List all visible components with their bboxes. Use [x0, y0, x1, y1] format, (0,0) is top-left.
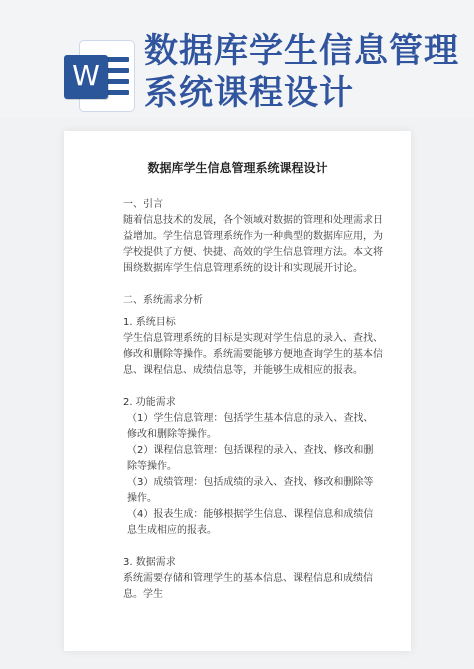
list-item: （3）成绩管理：包括成绩的录入、查找、修改和删除等操作。: [127, 477, 374, 504]
spacer: [123, 277, 383, 287]
section-heading: 一、引言: [123, 199, 163, 210]
subsection-heading: 2. 功能需求: [123, 397, 176, 408]
subsection-heading: 1. 系统目标: [123, 317, 176, 328]
word-document-icon: [64, 41, 134, 111]
list-item: （4）报表生成：能够根据学生信息、课程信息和成绩信息生成相应的报表。: [127, 509, 374, 536]
list-item: （1）学生信息管理：包括学生基本信息的录入、查找、修改和删除等操作。: [127, 413, 374, 440]
subsection-heading: 3. 数据需求: [123, 557, 176, 568]
spacer: [123, 379, 383, 389]
document-content: [123, 191, 383, 603]
word-badge-letter: W: [72, 59, 100, 92]
list-item: （2）课程信息管理：包括课程的录入、查找、修改和删除等操作。: [127, 445, 374, 472]
section-heading: 二、系统需求分析: [123, 295, 203, 306]
document-title: 数据库学生信息管理系统课程设计: [147, 161, 328, 175]
document-page: [64, 131, 411, 651]
paragraph: 学生信息管理系统的目标是实现对学生信息的录入、查找、修改和删除等操作。系统需要能够方便地查询学生的基本信息、课程信息、成绩信息等，并能够生成相应的报表。: [123, 333, 383, 376]
word-badge-icon: [64, 55, 108, 99]
paragraph: 系统需要存储和管理学生的基本信息、课程信息和成绩信息。学生: [123, 573, 373, 600]
paragraph: 随着信息技术的发展，各个领域对数据的管理和处理需求日益增加。学生信息管理系统作为一种典型的数据库应用，为学校提供了方便、快捷、高效的学生信息管理方法。本文将围绕数据库学生信息管理系统的设计和实现展开讨论。: [123, 215, 383, 274]
hero-banner: [0, 0, 474, 118]
page-title: 数据库学生信息管理系统课程设计: [144, 31, 459, 113]
spacer: [123, 539, 383, 549]
